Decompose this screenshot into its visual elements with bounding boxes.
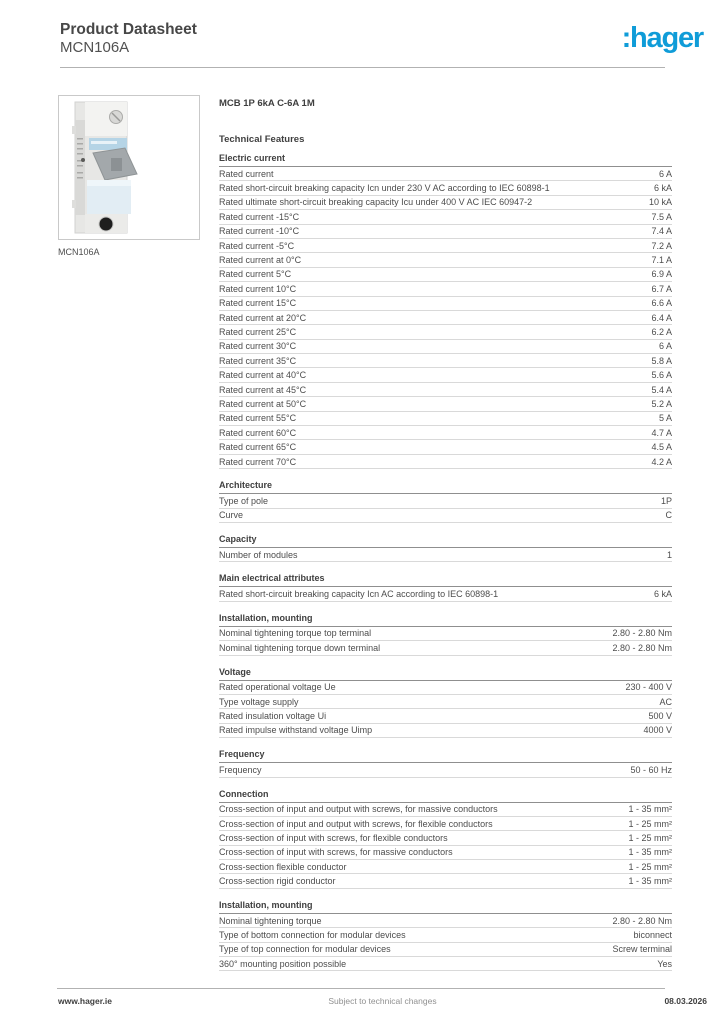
section-title: Main electrical attributes <box>219 573 672 587</box>
table-row <box>219 412 672 426</box>
table-row <box>219 846 672 860</box>
row-value: 2.80 - 2.80 Nm <box>612 915 672 926</box>
table-row <box>219 724 672 738</box>
row-label: Rated current 65°C <box>219 442 297 453</box>
table-row <box>219 763 672 777</box>
section-title: Installation, mounting <box>219 900 672 914</box>
row-label: Cross-section of input and output with screws, for flexible conductors <box>219 818 493 829</box>
section-title: Installation, mounting <box>219 613 672 627</box>
row-value: 5 A <box>658 413 672 424</box>
row-value: 50 - 60 Hz <box>630 764 672 775</box>
row-value: 6 kA <box>653 183 672 194</box>
product-reference: MCN106A <box>60 39 130 56</box>
section-title: Electric current <box>219 153 672 167</box>
table-row <box>219 282 672 296</box>
row-label: 360° mounting position possible <box>219 958 347 969</box>
row-value: 6.2 A <box>651 326 672 337</box>
row-value: 6 A <box>658 168 672 179</box>
table-row <box>219 928 672 942</box>
row-label: Type voltage supply <box>219 696 299 707</box>
technical-content <box>219 95 672 971</box>
row-value: Yes <box>657 958 672 969</box>
row-value: 1 - 25 mm² <box>628 818 672 829</box>
row-label: Rated current 30°C <box>219 341 297 352</box>
table-row <box>219 426 672 440</box>
row-label: Type of bottom connection for modular devices <box>219 929 406 940</box>
table-row <box>219 440 672 454</box>
row-value: 6.4 A <box>651 312 672 323</box>
table-row <box>219 803 672 817</box>
table-row <box>219 695 672 709</box>
hager-logo: :hager <box>621 22 703 54</box>
row-label: Rated current 35°C <box>219 355 297 366</box>
table-row <box>219 957 672 971</box>
table-row <box>219 268 672 282</box>
row-value: 10 kA <box>648 197 672 208</box>
row-value: 4.2 A <box>651 456 672 467</box>
table-row <box>219 239 672 253</box>
row-value: 1 - 25 mm² <box>628 861 672 872</box>
row-value: 7.2 A <box>651 240 672 251</box>
row-label: Rated insulation voltage Ui <box>219 711 327 722</box>
row-value: 1 - 25 mm² <box>628 832 672 843</box>
row-label: Rated current at 40°C <box>219 370 307 381</box>
footer-divider <box>57 988 665 989</box>
table-row <box>219 253 672 267</box>
table-row <box>219 831 672 845</box>
product-image-frame <box>58 95 200 240</box>
row-value: 6.7 A <box>651 283 672 294</box>
section-capacity <box>219 534 672 562</box>
table-row <box>219 494 672 508</box>
section-title: Capacity <box>219 534 672 548</box>
row-label: Curve <box>219 510 244 521</box>
section-electric-current <box>219 153 672 469</box>
table-row <box>219 641 672 655</box>
product-image <box>59 96 199 239</box>
section-installation-mounting <box>219 900 672 972</box>
row-value: Screw terminal <box>612 944 672 955</box>
section-main-electrical-attributes <box>219 573 672 601</box>
row-value: 230 - 400 V <box>625 682 672 693</box>
row-label: Nominal tightening torque <box>219 915 322 926</box>
section-title: Architecture <box>219 480 672 494</box>
row-label: Rated current 55°C <box>219 413 297 424</box>
row-label: Type of top connection for modular devices <box>219 944 391 955</box>
product-title: MCB 1P 6kA C-6A 1M <box>219 98 315 109</box>
table-row <box>219 354 672 368</box>
row-label: Rated ultimate short-circuit breaking capacity Icu under 400 V AC IEC 60947-2 <box>219 197 533 208</box>
row-label: Rated current at 50°C <box>219 398 307 409</box>
row-label: Cross-section of input and output with screws, for massive conductors <box>219 804 498 815</box>
row-value: 1 - 35 mm² <box>628 876 672 887</box>
table-row <box>219 627 672 641</box>
table-row <box>219 817 672 831</box>
row-label: Rated impulse withstand voltage Uimp <box>219 725 373 736</box>
page-header <box>60 20 703 57</box>
row-label: Rated current 70°C <box>219 456 297 467</box>
row-label: Rated short-circuit breaking capacity Icn AC according to IEC 60898-1 <box>219 589 499 600</box>
table-row <box>219 325 672 339</box>
row-label: Rated current -15°C <box>219 211 300 222</box>
row-value: 5.4 A <box>651 384 672 395</box>
row-label: Rated current 10°C <box>219 283 297 294</box>
row-value: 5.8 A <box>651 355 672 366</box>
row-value: 1 <box>666 549 672 560</box>
table-row <box>219 397 672 411</box>
row-label: Rated short-circuit breaking capacity Icn under 230 V AC according to IEC 60898-1 <box>219 183 550 194</box>
row-value: 6 A <box>658 341 672 352</box>
row-label: Cross-section of input with screws, for massive conductors <box>219 847 453 858</box>
table-row <box>219 225 672 239</box>
row-label: Frequency <box>219 764 262 775</box>
header-titles <box>60 20 197 57</box>
section-connection <box>219 789 672 889</box>
section-voltage <box>219 667 672 739</box>
website-link[interactable]: www.hager.ie <box>58 996 113 1006</box>
footer-date: 08.03.2026 <box>664 996 707 1006</box>
row-label: Rated current -5°C <box>219 240 295 251</box>
row-value: 1 - 35 mm² <box>628 847 672 858</box>
section-installation-mounting <box>219 613 672 656</box>
row-value: 7.5 A <box>651 211 672 222</box>
row-value: AC <box>659 696 672 707</box>
table-row <box>219 587 672 601</box>
product-image-caption: MCN106A <box>58 247 100 257</box>
row-value: biconnect <box>633 929 672 940</box>
row-value: 6 kA <box>653 589 672 600</box>
table-row <box>219 340 672 354</box>
table-row <box>219 943 672 957</box>
row-label: Rated current at 0°C <box>219 255 302 266</box>
main-content <box>58 95 672 971</box>
row-value: 4.7 A <box>651 427 672 438</box>
footer-note: Subject to technical changes <box>328 996 437 1006</box>
table-row <box>219 509 672 523</box>
row-value: 1 - 35 mm² <box>628 804 672 815</box>
row-label: Rated current 25°C <box>219 326 297 337</box>
section-title: Voltage <box>219 667 672 681</box>
table-row <box>219 709 672 723</box>
table-row <box>219 874 672 888</box>
table-row <box>219 311 672 325</box>
section-frequency <box>219 749 672 777</box>
row-label: Cross-section flexible conductor <box>219 861 347 872</box>
header-divider <box>60 67 665 68</box>
row-value: 500 V <box>648 711 672 722</box>
table-row <box>219 548 672 562</box>
table-row <box>219 210 672 224</box>
section-title: Connection <box>219 789 672 803</box>
technical-features-heading: Technical Features <box>219 134 305 145</box>
row-value: 4.5 A <box>651 442 672 453</box>
table-row <box>219 383 672 397</box>
row-value: 4000 V <box>643 725 672 736</box>
row-label: Rated current 60°C <box>219 427 297 438</box>
row-label: Rated current <box>219 168 274 179</box>
row-value: 7.1 A <box>651 255 672 266</box>
row-value: 7.4 A <box>651 226 672 237</box>
section-architecture <box>219 480 672 523</box>
section-title: Frequency <box>219 749 672 763</box>
row-value: 5.6 A <box>651 370 672 381</box>
row-label: Rated current at 45°C <box>219 384 307 395</box>
page-footer <box>58 996 707 1006</box>
row-label: Nominal tightening torque top terminal <box>219 628 372 639</box>
table-row <box>219 167 672 181</box>
row-label: Nominal tightening torque down terminal <box>219 642 381 653</box>
table-row <box>219 681 672 695</box>
row-value: 2.80 - 2.80 Nm <box>612 642 672 653</box>
row-value: 5.2 A <box>651 398 672 409</box>
row-label: Cross-section rigid conductor <box>219 876 336 887</box>
row-label: Rated current -10°C <box>219 226 300 237</box>
row-value: 6.9 A <box>651 269 672 280</box>
table-row <box>219 368 672 382</box>
row-value: C <box>665 510 672 521</box>
row-label: Rated current 15°C <box>219 298 297 309</box>
row-value: 6.6 A <box>651 298 672 309</box>
page-title: Product Datasheet <box>60 21 197 38</box>
row-label: Type of pole <box>219 495 269 506</box>
row-label: Rated current 5°C <box>219 269 292 280</box>
table-row <box>219 455 672 469</box>
table-row <box>219 196 672 210</box>
row-value: 2.80 - 2.80 Nm <box>612 628 672 639</box>
table-row <box>219 297 672 311</box>
table-row <box>219 181 672 195</box>
row-value: 1P <box>660 495 672 506</box>
table-row <box>219 914 672 928</box>
row-label: Rated current at 20°C <box>219 312 307 323</box>
sections <box>219 153 672 971</box>
row-label: Rated operational voltage Ue <box>219 682 336 693</box>
row-label: Cross-section of input with screws, for flexible conductors <box>219 832 448 843</box>
product-image-column <box>58 95 200 971</box>
table-row <box>219 860 672 874</box>
row-label: Number of modules <box>219 549 298 560</box>
